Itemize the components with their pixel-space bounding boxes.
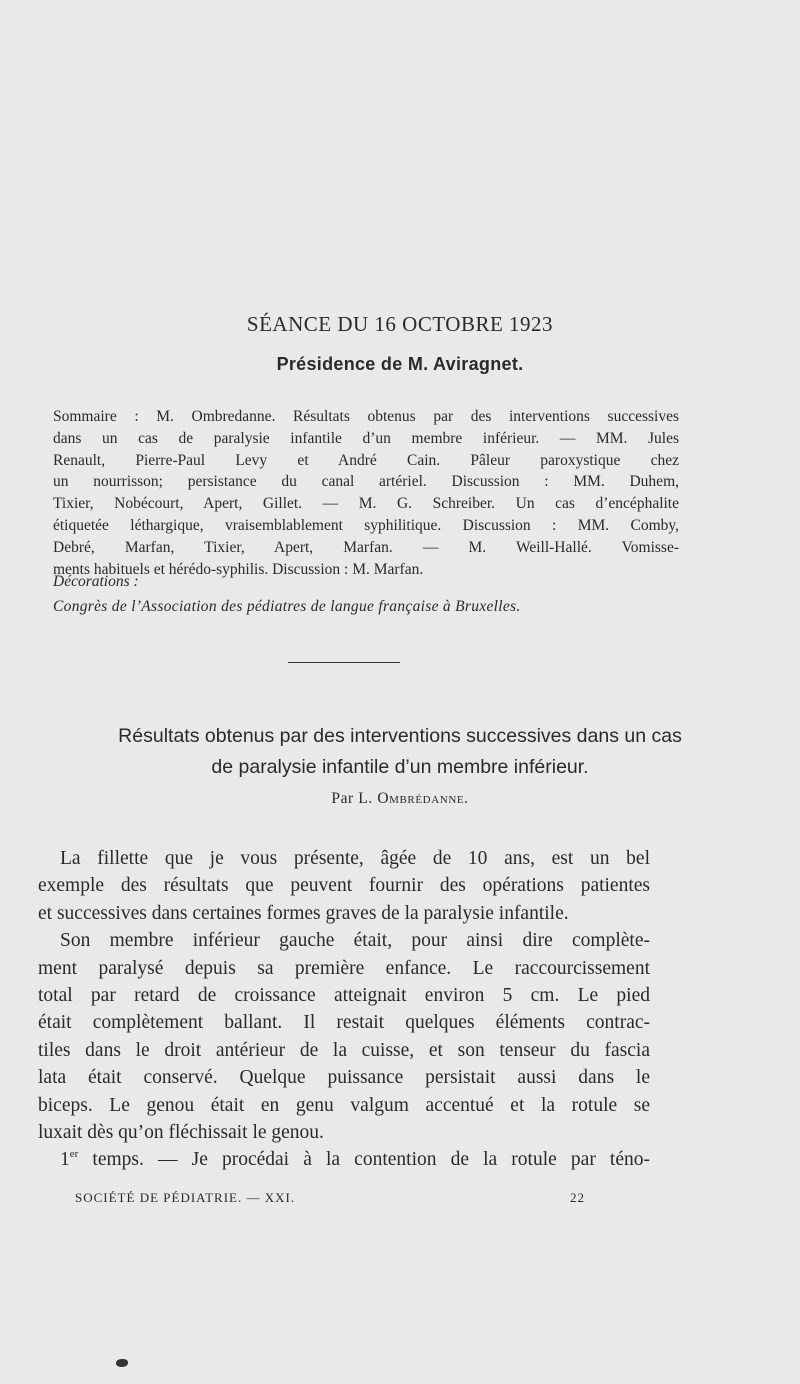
body-line: ment paralysé depuis sa première enfance. Le raccourcissement	[38, 957, 650, 979]
article-title	[0, 721, 800, 783]
ordinal: 1	[60, 1149, 70, 1171]
ordinal-sup: er	[69, 1148, 79, 1161]
decorations-label: Décorations :	[53, 573, 139, 590]
presidence-heading: Présidence de M. Aviragnet.	[276, 354, 524, 374]
byline-prefix: Par	[331, 790, 354, 807]
body-line: biceps. Le genou était en genu valgum accentué et la rotule se	[38, 1094, 650, 1116]
sommaire-block	[53, 406, 679, 580]
footer-journal: SOCIÉTÉ DE PÉDIATRIE. — XXI.	[75, 1190, 296, 1205]
page-footer	[75, 1190, 585, 1206]
ink-speck	[116, 1359, 128, 1367]
article-body	[38, 845, 650, 1174]
body-line: total par retard de croissance atteignait environ 5 cm. Le pied	[38, 985, 650, 1007]
sommaire-line: dans un cas de paralysie infantile d’un membre inférieur. — MM. Jules	[53, 429, 679, 447]
byline-author: L. Ombrédanne.	[358, 790, 469, 807]
sommaire-line: un nourrisson; persistance du canal artériel. Discussion : MM. Duhem,	[53, 473, 679, 491]
sommaire-line: Sommaire : M. Ombredanne. Résultats obtenus par des interventions successives	[53, 408, 679, 425]
seance-title: SÉANCE DU 16 OCTOBRE 1923	[246, 312, 554, 336]
body-line: Son membre inférieur gauche était, pour ainsi dire complète-	[60, 930, 650, 952]
congres-line: Congrès de l’Association des pédiatres de langue française à Bruxelles.	[53, 598, 521, 615]
body-line: lata était conservé. Quelque puissance persistait aussi dans le	[38, 1067, 650, 1089]
sommaire-line: étiquetée léthargique, vraisemblablement syphilitique. Discussion : MM. Comby,	[53, 516, 679, 534]
section-divider	[288, 662, 400, 663]
sommaire-line: ments habituels et hérédo-syphilis. Discussion : M. Marfan.	[53, 560, 424, 578]
body-line: et successives dans certaines formes graves de la paralysie infantile.	[38, 902, 569, 924]
article-title-line: de paralysie infantile d’un membre inférieur.	[211, 756, 589, 778]
body-line-text: temps. — Je procédai à la contention de la rotule par téno-	[78, 1149, 650, 1171]
article-title-line: Résultats obtenus par des interventions successives dans un cas	[118, 725, 682, 747]
body-line: exemple des résultats que peuvent fournir des opérations patientes	[38, 875, 650, 897]
body-line: luxait dès qu’on fléchissait le genou.	[38, 1122, 324, 1144]
page-number: 22	[570, 1190, 585, 1205]
sommaire-line: Debré, Marfan, Tixier, Apert, Marfan. — M. Weill-Hallé. Vomisse-	[53, 538, 679, 556]
body-line: était complètement ballant. Il restait quelques éléments contrac-	[38, 1012, 650, 1034]
sommaire-line: Tixier, Nobécourt, Apert, Gillet. — M. G. Schreiber. Un cas d’encéphalite	[53, 495, 679, 513]
body-line	[38, 1146, 650, 1173]
body-line: La fillette que je vous présente, âgée de 10 ans, est un bel	[60, 848, 650, 869]
sommaire-line: Renault, Pierre-Paul Levy et André Cain. Pâleur paroxystique chez	[53, 451, 679, 469]
body-line: tiles dans le droit antérieur de la cuisse, et son tenseur du fascia	[38, 1039, 650, 1061]
byline	[0, 790, 800, 808]
